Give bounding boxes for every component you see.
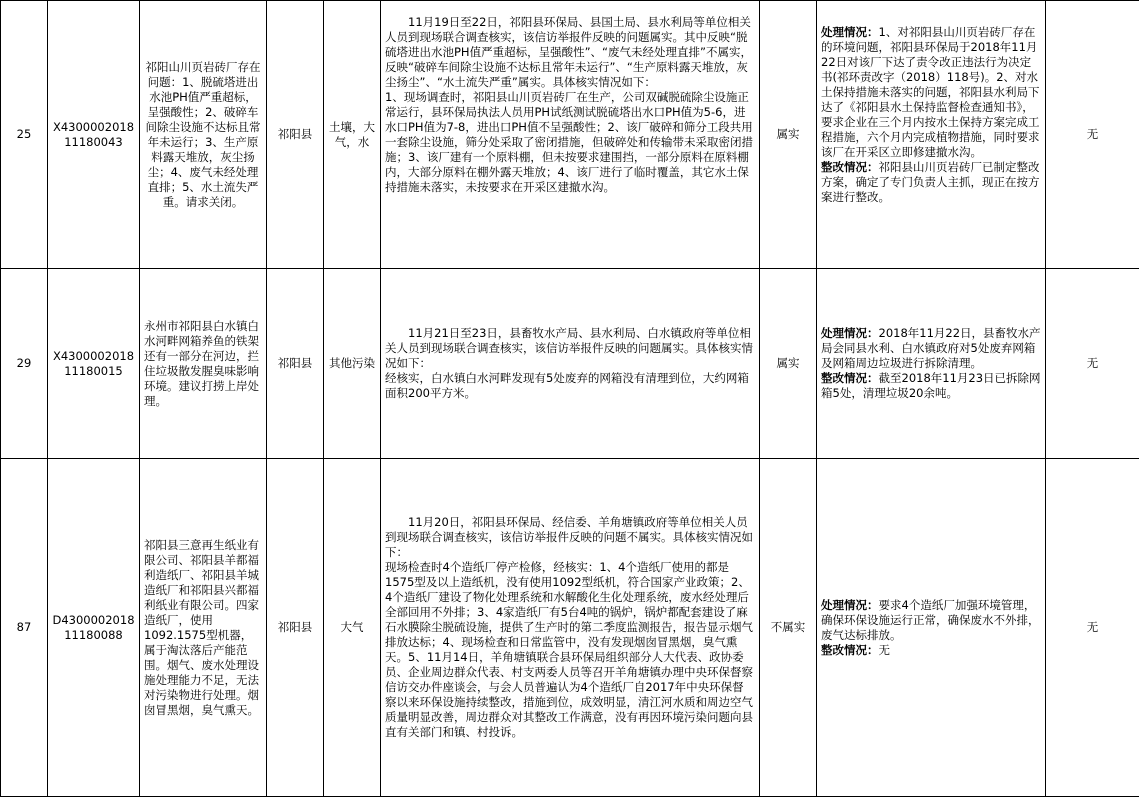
case-code: X430000201811180043: [48, 1, 140, 269]
handling-details: [817, 1, 1046, 269]
handling-label: 处理情况：: [821, 326, 879, 340]
handling-details: [817, 459, 1046, 797]
table-row: [1, 1, 1139, 269]
verification-text: 11月19日至22日，祁阳县环保局、县国土局、县水利局等单位相关人员到现场联合调查核实，该信访举报件反映的问题属实。其中反映“脱硫塔进出水池PH值严重超标，呈强酸性”、“废气未经处理直排”不属实，反映“破碎车间除尘设施不达标且常年未运行”、“生产原料露天堆放，灰尘扬尘”、“水土流失严重”属实。具体核实情况如下： 1、现场调查时，祁阳县山川页岩砖厂在生产，公司双碱脱硫除尘设施正常运行，县环保局执法人员用PH试纸测试脱硫塔出水口PH值为5-6，进水口PH值为7-8，进出口PH值不呈强酸性；2、该厂破碎和筛分工段共用一套除尘设施，筛分处采取了密闭措施，但破碎处和传输带未采取密闭措施；3、该厂建有一个原料棚，但未按要求建围挡，一部分原料在原料棚内，大部分原料在棚外露天堆放；4、该厂进行了临时覆盖，其它水土保持措施未落实，未按要求在开采区建撤水沟。: [385, 15, 755, 195]
handling-details: [817, 269, 1046, 459]
county: 祁阳县: [267, 269, 324, 459]
accountability: 无: [1046, 459, 1139, 797]
pollution-type: 大气: [324, 459, 381, 797]
verification-text: 11月20日，祁阳县环保局、经信委、羊角塘镇政府等单位相关人员到现场联合调查核实，该信访举报件反映的问题不属实。具体核实情况如下： 现场检查时4个造纸厂停产检修，经核实：1、4个造纸厂使用的都是1575型及以上造纸机，没有使用1092型纸机，符合国家产业政策；2、4个造纸厂建设了物化处理系统和水解酸化生化处理系统，废水经处理后全部回用不外排；3、4家造纸厂有5台4吨的锅炉，锅炉都配套建设了麻石水膜除尘脱硫设施，提供了生产时的第二季度监测报告，报告显示烟气排放达标；4、现场检查和日常监管中，没有发现烟囱冒黑烟，臭气熏天。5、11月14日，羊角塘镇联合县环保局组织部分人大代表、政协委员、企业周边群众代表、村支两委人员等召开羊角塘镇办理中央环保督察信访交办件座谈会，与会人员普遍认为4个造纸厂自2017年中央环保督察以来环保设施持续整改，措施到位，成效明显，清江河水质和周边空气质量明显改善，周边群众对其整改工作满意，没有再因环境污染问题向县直有关部门和镇、村投诉。: [385, 515, 755, 740]
row-number: 29: [1, 269, 48, 459]
verification-details: [381, 1, 760, 269]
handling-text: 2018年11月22日，县畜牧水产局会同县水利、白水镇政府对5处废弃网箱及网箱周边垃圾进行拆除清理。: [821, 326, 1041, 370]
case-code: D430000201811180088: [48, 459, 140, 797]
complaint-content: 永州市祁阳县白水镇白水河畔网箱养鱼的铁架还有一部分在河边，拦住垃圾散发腥臭味影响环境。建议打捞上岸处理。: [140, 269, 267, 459]
handling-text: 要求4个造纸厂加强环境管理，确保环保设施运行正常，确保废水不外排，废气达标排放。: [821, 598, 1040, 642]
verification-result: 属实: [760, 1, 817, 269]
rectify-text: 祁阳县山川页岩砖厂已制定整改方案，确定了专门负责人主抓，现正在按方案进行整改。: [821, 160, 1040, 204]
table-row: [1, 459, 1139, 797]
complaint-content: 祁阳县三意再生纸业有限公司、祁阳县羊都福利造纸厂、祁阳县羊城造纸厂和祁阳县兴都福利纸业有限公司。四家造纸厂，使用1092.1575型机器，属于淘汰落后产能范围。烟气、废水处理设施处理能力不足，无法对污染物进行处理。烟囱冒黑烟，臭气熏天。: [140, 459, 267, 797]
table-row: [1, 269, 1139, 459]
rectify-label: 整改情况：: [821, 371, 879, 385]
handling-text: 1、对祁阳县山川页岩砖厂存在的环境问题，祁阳县环保局于2018年11月22日对该厂下达了责令改正违法行为决定书(祁环责改字（2018）118号)。2、对水土保持措施未落实的问题，祁阳县水利局下达了《祁阳县水土保持监督检查通知书》，要求企业在三个月内按水土保持方案完成工程措施，六个月内完成植物措施，同时要求该厂在开采区立即修建撤水沟。: [821, 25, 1040, 159]
case-code: X430000201811180015: [48, 269, 140, 459]
pollution-type: 土壤，大气，水: [324, 1, 381, 269]
verification-details: [381, 269, 760, 459]
rectify-label: 整改情况：: [821, 160, 879, 174]
row-number: 87: [1, 459, 48, 797]
handling-label: 处理情况：: [821, 25, 879, 39]
verification-details: [381, 459, 760, 797]
verification-text: 11月21日至23日，县畜牧水产局、县水利局、白水镇政府等单位相关人员到现场联合调查核实，该信访举报件反映的问题属实。具体核实情况如下： 经核实，白水镇白水河畔发现有5处废弃的网箱没有清理到位，大约网箱面积200平方米。: [385, 326, 755, 401]
rectify-label: 整改情况：: [821, 643, 879, 657]
row-number: 25: [1, 1, 48, 269]
verification-result: 不属实: [760, 459, 817, 797]
complaint-content: 祁阳山川页岩砖厂存在问题：1、脱硫塔进出水池PH值严重超标，呈强酸性；2、破碎车间除尘设施不达标且常年未运行；3、生产原料露天堆放，灰尘扬尘；4、废气未经处理直排；5、水土流失严重。请求关闭。: [140, 1, 267, 269]
rectify-text: 无: [879, 643, 891, 657]
handling-label: 处理情况：: [821, 598, 879, 612]
county: 祁阳县: [267, 1, 324, 269]
county: 祁阳县: [267, 459, 324, 797]
pollution-type: 其他污染: [324, 269, 381, 459]
accountability: 无: [1046, 269, 1139, 459]
rectify-text: 截至2018年11月23日已拆除网箱5处，清理垃圾20余吨。: [821, 371, 1041, 400]
accountability: 无: [1046, 1, 1139, 269]
verification-result: 属实: [760, 269, 817, 459]
